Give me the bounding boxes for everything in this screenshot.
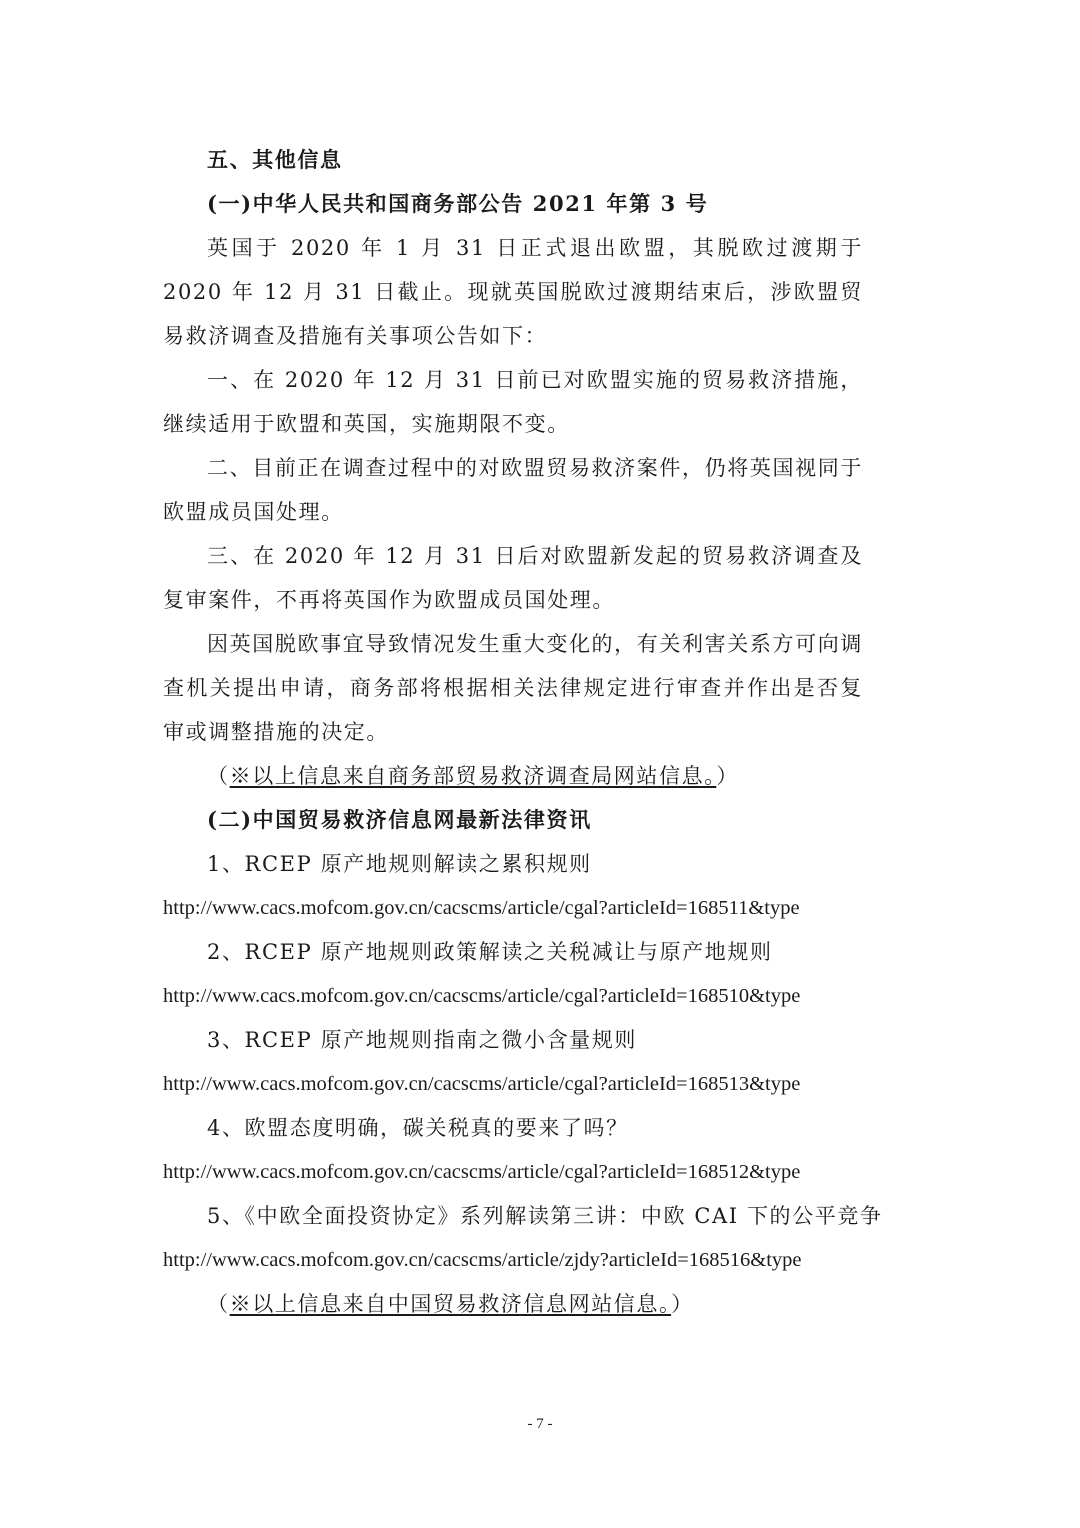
sub1-source-note: （※以上信息来自商务部贸易救济调查局网站信息。） — [207, 764, 739, 788]
news-item-4-url[interactable]: http://www.cacs.mofcom.gov.cn/cacscms/article/cgal?articleId=168512&type — [163, 1161, 801, 1183]
sub1-paragraph-3: 二、目前正在调查过程中的对欧盟贸易救济案件，仍将英国视同于欧盟成员国处理。 — [163, 456, 863, 524]
news-item-3-title: 3、RCEP 原产地规则指南之微小含量规则 — [207, 1028, 637, 1052]
news-item-2-title: 2、RCEP 原产地规则政策解读之关税减让与原产地规则 — [207, 940, 773, 964]
news-item-5-title: 5、《中欧全面投资协定》系列解读第三讲：中欧 CAI 下的公平竞争 — [207, 1204, 883, 1228]
news-item-5-url[interactable]: http://www.cacs.mofcom.gov.cn/cacscms/article/zjdy?articleId=168516&type — [163, 1249, 802, 1271]
news-item-1-title: 1、RCEP 原产地规则解读之累积规则 — [207, 852, 592, 876]
news-item-4-title: 4、欧盟态度明确，碳关税真的要来了吗？ — [207, 1116, 629, 1140]
sub1-paragraph-2: 一、在 2020 年 12 月 31 日前已对欧盟实施的贸易救济措施，继续适用于欧盟和英国，实施期限不变。 — [163, 368, 863, 436]
sub2-source-note: （※以上信息来自中国贸易救济信息网站信息。） — [207, 1292, 694, 1316]
sub2-heading: (二)中国贸易救济信息网最新法律资讯 — [207, 807, 592, 832]
sub1-heading: (一)中华人民共和国商务部公告 2021 年第 3 号 — [207, 191, 709, 216]
sub1-paragraph-1: 英国于 2020 年 1 月 31 日正式退出欧盟，其脱欧过渡期于 2020 年 12 月 31 日截止。现就英国脱欧过渡期结束后，涉欧盟贸易救济调查及措施有关事项公告如下： — [163, 236, 863, 348]
section-heading: 五、其他信息 — [207, 147, 343, 172]
news-item-2-url[interactable]: http://www.cacs.mofcom.gov.cn/cacscms/article/cgal?articleId=168510&type — [163, 985, 801, 1007]
news-item-1-url[interactable]: http://www.cacs.mofcom.gov.cn/cacscms/article/cgal?articleId=168511&type — [163, 897, 800, 919]
sub1-source-text: ※以上信息来自商务部贸易救济调查局网站信息。 — [229, 764, 717, 788]
page-number: - 7 - — [527, 1416, 553, 1432]
news-item-3-url[interactable]: http://www.cacs.mofcom.gov.cn/cacscms/article/cgal?articleId=168513&type — [163, 1073, 801, 1095]
document-body — [163, 138, 883, 1326]
sub1-paragraph-4: 三、在 2020 年 12 月 31 日后对欧盟新发起的贸易救济调查及复审案件，不再将英国作为欧盟成员国处理。 — [163, 544, 863, 612]
sub1-paragraph-5: 因英国脱欧事宜导致情况发生重大变化的，有关利害关系方可向调查机关提出申请，商务部将根据相关法律规定进行审查并作出是否复审或调整措施的决定。 — [163, 632, 863, 744]
sub2-source-text: ※以上信息来自中国贸易救济信息网站信息。 — [229, 1292, 672, 1316]
